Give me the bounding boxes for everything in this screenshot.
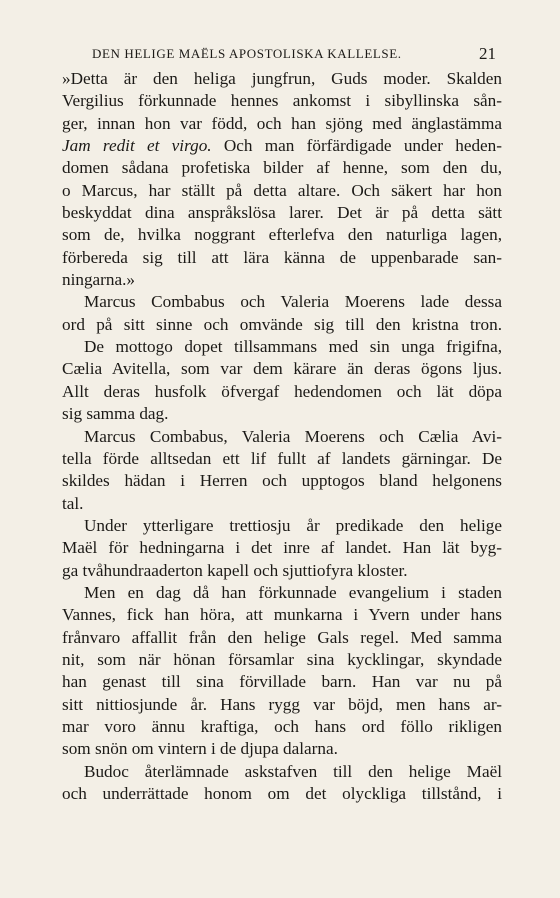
running-title: DEN HELIGE MAËLS APOSTOLISKA KALLELSE. bbox=[92, 46, 402, 61]
body-text bbox=[62, 68, 502, 805]
text-line: Vannes, fick han höra, att munkarna i Yvern under hans bbox=[62, 605, 502, 625]
text-line: ningarna.» bbox=[62, 270, 136, 290]
text-line: ger, innan hon var född, och han sjöng med änglastämma bbox=[62, 113, 502, 133]
text-line: tella förde alltsedan ett lif fullt af landets gärningar. De bbox=[62, 448, 502, 468]
text-line: som de, hvilka noggrant efterlefva den naturliga lagen, bbox=[62, 225, 502, 245]
text-line: han genast till sina förvillade barn. Han var nu på bbox=[62, 672, 502, 692]
text-line: »Detta är den heliga jungfrun, Guds moder. Skalden bbox=[62, 69, 502, 88]
page-header bbox=[62, 44, 496, 66]
text-line: som snön om vintern i de djupa dalarna. bbox=[62, 739, 338, 759]
text-line: Men en dag då han förkunnade evangelium i staden bbox=[84, 582, 502, 602]
text-line: sig samma dag. bbox=[62, 404, 169, 424]
text-line: beskyddat dina anspråkslösa larer. Det är på detta sätt bbox=[62, 203, 502, 223]
text-line: frånvaro affallit från den helige Gals regel. Med samma bbox=[62, 627, 502, 647]
text-line: Vergilius förkunnade hennes ankomst i sibyllinska sån- bbox=[62, 91, 502, 111]
text-line: ord på sitt sinne och omvände sig till den kristna tron. bbox=[62, 314, 502, 334]
text-line: ga tvåhundraaderton kapell och sjuttiofyra kloster. bbox=[62, 560, 408, 580]
text-line: Under ytterligare trettiosju år predikade den helige bbox=[84, 515, 502, 535]
text-line: Marcus Combabus, Valeria Moerens och Cælia Avi- bbox=[84, 426, 502, 446]
text-line: Jam redit et virgo. Och man förfärdigade under heden- bbox=[62, 136, 502, 156]
text-line: Cælia Avitella, som var dem kärare än deras ögons ljus. bbox=[62, 359, 502, 379]
text-line: och underrättade honom om det olyckliga tillstånd, i bbox=[62, 784, 502, 803]
text-line: sitt nittiosjunde år. Hans rygg var böjd, men hans ar- bbox=[62, 694, 502, 714]
text-line: Budoc återlämnade askstafven till den helige Maël bbox=[84, 761, 502, 781]
page-number: 21 bbox=[479, 44, 496, 63]
text-line: Allt deras husfolk öfvergaf hedendomen och lät döpa bbox=[62, 381, 502, 401]
text-line: domen sådana profetiska bilder af henne, som den du, bbox=[62, 158, 502, 178]
text-line: tal. bbox=[62, 493, 84, 513]
text-line: förbereda sig till att lära känna de uppenbarade san- bbox=[62, 247, 502, 267]
text-line: skildes hädan i Herren och upptogos bland helgonens bbox=[62, 471, 502, 491]
text-line: De mottogo dopet tillsammans med sin unga frigifna, bbox=[84, 337, 502, 357]
text-line: nit, som när hönan församlar sina kycklingar, skyndade bbox=[62, 649, 502, 669]
text-line: o Marcus, har ställt på detta altare. Och säkert har hon bbox=[62, 180, 502, 200]
latin-quote: Jam redit et virgo. bbox=[62, 136, 212, 156]
text-line: mar voro ännu kraftiga, och hans ord föllo rikligen bbox=[62, 716, 502, 736]
text-line: Marcus Combabus och Valeria Moerens lade dessa bbox=[84, 292, 502, 312]
text-line: Maël för hedningarna i det inre af landet. Han lät byg- bbox=[62, 538, 502, 558]
